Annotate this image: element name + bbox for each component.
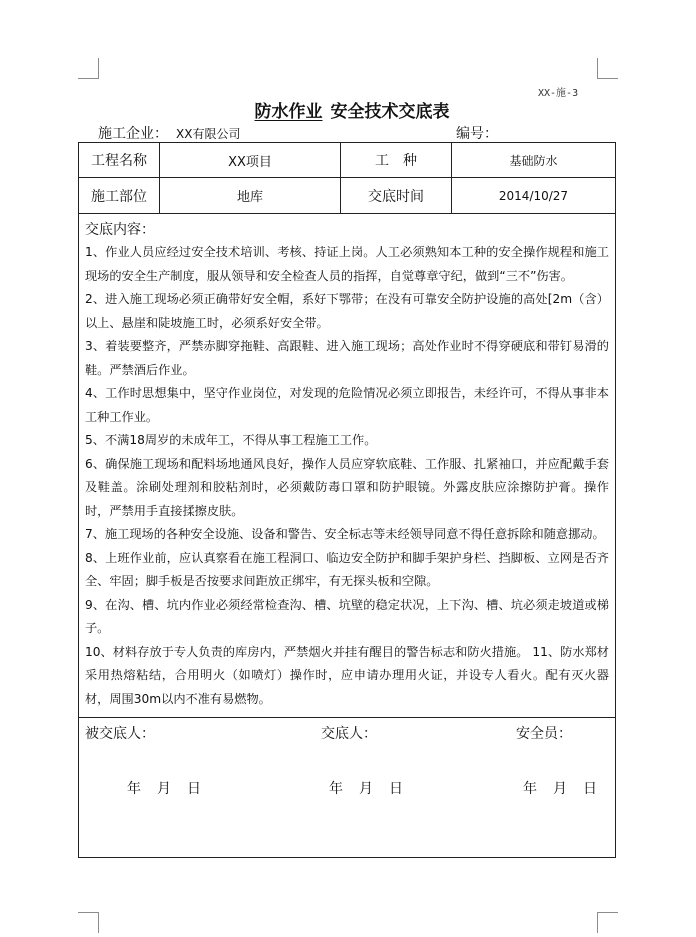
date-day: 日 <box>187 781 201 797</box>
date-day: 日 <box>389 781 403 797</box>
crop-mark-top-left <box>78 58 99 79</box>
safety-officer-label: 安全员： <box>516 726 572 742</box>
project-name-value: XX项目 <box>159 143 340 177</box>
number-label: 编号： <box>456 126 498 142</box>
date-month: 月 <box>553 781 567 797</box>
number-line <box>456 123 498 143</box>
safety-officer-date <box>523 778 613 798</box>
date-month: 月 <box>157 781 171 797</box>
trade-value: 基础防水 <box>451 143 615 177</box>
content-item: 10、材料存放于专人负责的库房内，严禁烟火并挂有醒目的警告标志和防火措施。 11、防水郑材采用热熔粘结，合用明火（如喷灯）操作时，应申请办理用火证，并设专人看火。配有灭火器材，周围30m以内不准有易燃物。 <box>85 644 609 706</box>
company-line <box>98 123 240 143</box>
content-item: 7、施工现场的各种安全设施、设备和警告、安全标志等未经领导同意不得任意拆除和随意挪动。 <box>85 527 605 541</box>
form-row-project <box>79 143 615 178</box>
trade-label: 工 种 <box>340 143 451 177</box>
crop-mark-bottom-left <box>78 912 99 933</box>
discloser-date <box>329 778 419 798</box>
company-label: 施工企业： <box>98 126 168 142</box>
recipient-date <box>127 778 217 798</box>
location-value: 地库 <box>159 178 340 213</box>
title-work-type: 防水作业 <box>254 102 323 122</box>
content-item: 6、确保施工现场和配料场地通风良好，操作人员应穿软底鞋、工作服、扎紧袖口，并应配戴手套及鞋盖。涂刷处理剂和胶粘剂时，必须戴防毒口罩和防护眼镜。外露皮肤应涂擦防护膏。操作时，严禁用手直接揉擦皮肤。 <box>85 456 609 518</box>
date-year: 年 <box>523 781 537 797</box>
crop-mark-bottom-right <box>597 912 618 933</box>
location-label: 施工部位 <box>91 188 147 205</box>
document-number: XX-施-3 <box>538 88 579 99</box>
content-item: 2、进入施工现场必须正确带好安全帽，系好下鄂带；在没有可靠安全防护设施的高处[2m（含）以上、悬崖和陡坡施工时，必须系好安全带。 <box>85 292 609 330</box>
content-item: 5、不满18周岁的未成年工，不得从事工程施工工作。 <box>85 433 377 447</box>
page-title <box>0 97 696 122</box>
disclosure-form <box>78 142 616 858</box>
crop-mark-top-right <box>597 58 618 79</box>
project-name-label: 工程名称 <box>91 153 147 169</box>
date-day: 日 <box>583 781 597 797</box>
discloser-label: 交底人： <box>321 726 377 742</box>
recipient-label: 被交底人： <box>85 726 155 742</box>
title-form-name: 安全技术交底表 <box>330 102 450 122</box>
disclosure-content <box>79 214 615 718</box>
date-label: 交底时间 <box>340 178 451 213</box>
date-month: 月 <box>359 781 373 797</box>
date-year: 年 <box>329 781 343 797</box>
content-item: 4、工作时思想集中，坚守作业岗位，对发现的危险情况必须立即报告，未经许可，不得从事非本工种工作业。 <box>85 386 609 424</box>
signature-section <box>79 719 615 857</box>
content-item: 3、着装要整齐，严禁赤脚穿拖鞋、高跟鞋、进入施工现场；高处作业时不得穿硬底和带钉易滑的鞋。严禁酒后作业。 <box>85 339 609 377</box>
content-item: 1、作业人员应经过安全技术培训、考核、持证上岗。人工必须熟知本工种的安全操作规程和施工现场的安全生产制度，服从领导和安全检查人员的指挥，自觉尊章守纪，做到“三不”伤害。 <box>85 245 609 283</box>
content-heading: 交底内容： <box>85 222 155 238</box>
date-year: 年 <box>127 781 141 797</box>
form-row-location <box>79 178 615 214</box>
company-value: XX有限公司 <box>176 127 241 141</box>
content-item: 9、在沟、槽、坑内作业必须经常检查沟、槽、坑壁的稳定状况，上下沟、槽、坑必须走坡道或梯子。 <box>85 597 609 635</box>
date-value: 2014/10/27 <box>451 178 615 213</box>
content-item: 8、上班作业前，应认真察看在施工程洞口、临边安全防护和脚手架护身栏、挡脚板、立网是否齐全、牢固；脚手板是否按要求间距放正绑牢，有无探头板和空隙。 <box>85 550 609 588</box>
